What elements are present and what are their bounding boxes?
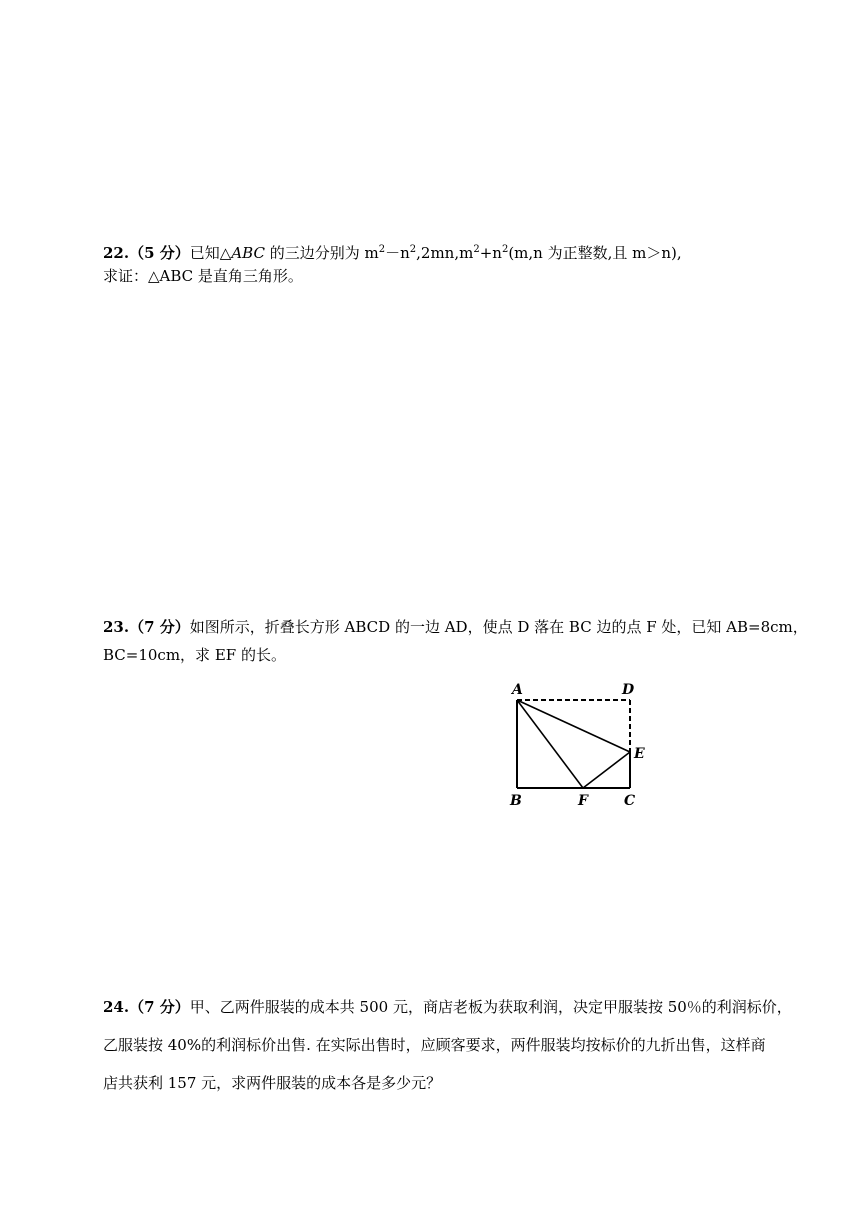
question-text: 如图所示，折叠长方形 ABCD 的一边 AD，使点 D 落在 BC 边的点 F 处，已知 AB=8cm， [189,618,808,636]
question-text: 的三边分别为 m [264,244,379,262]
question-text: 甲、乙两件服装的成本共 500 元，商店老板为获取利润，决定甲服装按 50％的利润标价， [189,998,792,1016]
segment-ef [583,752,630,788]
label-b: B [510,793,522,809]
label-a: A [512,682,523,698]
question-22-line-2: 求证：△ABC 是直角三角形。 [103,267,303,285]
question-text: ,2mn,m [416,244,474,262]
label-f: F [578,793,588,809]
exponent: 2 [473,244,480,255]
question-text: (m,n 为正整数,且 m＞n), [508,244,682,262]
label-e: E [634,746,645,762]
exponent: 2 [378,244,386,255]
question-number: 23. [103,618,130,636]
question-text: －n [385,244,410,262]
question-24 [103,988,792,1102]
triangle-name: ABC [231,244,265,262]
question-score: （7 分） [129,998,190,1016]
question-text: +n [479,244,502,262]
question-23-line-2: BC=10cm，求 EF 的长。 [103,646,286,664]
question-number: 24. [103,998,130,1016]
question-number: 22. [103,244,130,262]
question-23 [103,613,808,669]
question-22 [103,240,768,286]
label-c: C [624,793,636,809]
question-23-line-1 [103,613,808,641]
question-score: （5 分） [129,244,190,262]
rectangle-fold-figure [500,675,660,815]
question-24-line-2: 乙服装按 40%的利润标价出售. 在实际出售时，应顾客要求，两件服装均按标价的九折出售，这样商 [103,1036,766,1054]
question-22-line-1 [103,240,768,266]
segment-ae [517,700,630,752]
question-24-line-3: 店共获利 157 元，求两件服装的成本各是多少元？ [103,1074,442,1092]
label-d: D [622,682,635,698]
question-text: 已知△ [189,244,232,262]
exponent: 2 [409,244,417,255]
question-score: （7 分） [129,618,190,636]
segment-af [517,700,583,788]
question-24-line-1 [103,988,792,1026]
exponent: 2 [501,244,509,255]
